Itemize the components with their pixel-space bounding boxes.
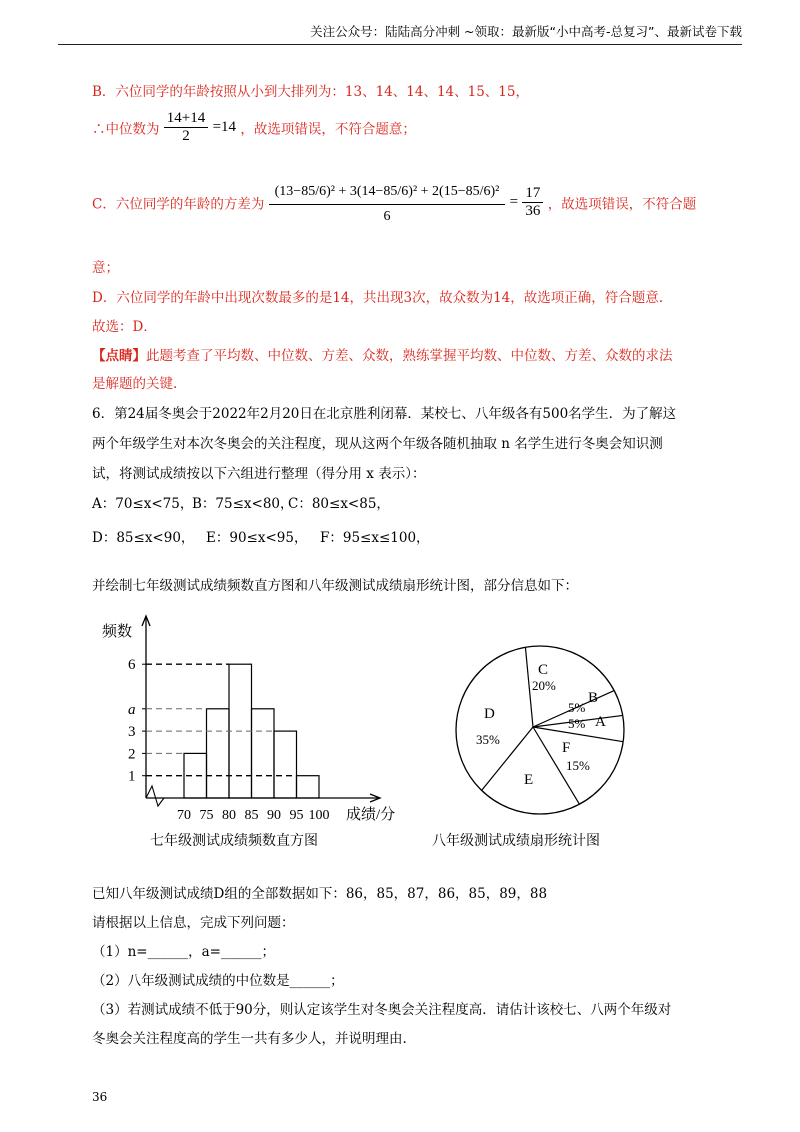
histogram-bar (274, 731, 297, 798)
answer-d-line: D．六位同学的年龄中出现次数最多的是14，共出现3次，故众数为14，故选项正确，符合题意. (92, 290, 664, 306)
median-numerator: 14+14 (164, 110, 208, 128)
pie-slice-percent: 35% (476, 732, 500, 747)
x-axis-label: 成绩/分 (346, 807, 396, 823)
x-tick-label: 75 (199, 808, 214, 823)
comment-text-1: 此题考查了平均数、中位数、方差、众数，熟练掌握平均数、中位数、方差、众数的求法 (146, 348, 673, 364)
histogram-bar (252, 709, 275, 798)
variance-denominator: 6 (383, 209, 391, 224)
pie-slice-percent: 15% (566, 758, 590, 773)
y-tick-label: 2 (128, 746, 136, 763)
page-number: 36 (92, 1090, 108, 1104)
group-e: E：90≤x<95， (206, 530, 308, 546)
comment-label: 【点睛】 (92, 348, 146, 364)
pie-slice-percent: 20% (532, 678, 556, 693)
pie-layer (456, 646, 624, 814)
pie-slice-label: F (562, 740, 571, 756)
axis-break-mark (146, 786, 164, 806)
median-result: =14 (212, 119, 237, 135)
group-d: D：85≤x<90， (92, 530, 195, 546)
pie-slice-percent: 5% (568, 716, 586, 731)
y-tick-label: a (128, 701, 136, 718)
pie-slice-label: E (524, 772, 534, 788)
variance-prefix: C．六位同学的年龄的方差为 (92, 196, 265, 213)
y-tick-label: 3 (128, 724, 136, 741)
variance-result-fraction (522, 185, 543, 220)
page-header: 关注公众号：陆陆高分冲刺 ~领取：最新版“小中高考-总复习”、最新试卷下载 (310, 24, 742, 39)
question-3-line-1: （3）若测试成绩不低于90分，则认定该学生对冬奥会关注程度高．请估计该校七、八两个年级对 (92, 1002, 672, 1018)
answer-median-line (92, 110, 416, 145)
histogram-bar (297, 776, 320, 798)
question-2: （2）八年级测试成绩的中位数是______； (92, 973, 344, 989)
problem-paragraph-3: 试，将测试成绩按以下六组进行整理（得分用 x 表示）： (92, 466, 426, 482)
pie-slice-label: D (484, 706, 495, 722)
group-c: C：80≤x<85， (288, 496, 390, 512)
x-tick-label: 85 (244, 808, 259, 823)
median-prefix: ∴中位数为 (92, 121, 160, 138)
median-suffix: ，故选项错误，不符合题意； (240, 121, 416, 138)
variance-suffix: ，故选项错误，不符合题 (547, 196, 697, 213)
pie-slice-label: B (588, 690, 599, 706)
variance-fraction (269, 180, 506, 225)
problem-paragraph-6: 请根据以上信息，完成下列问题： (92, 915, 295, 931)
problem-paragraph-1: 6．第24届冬奥会于2022年2月20日在北京胜利闭幕．某校七、八年级各有500名学生．为了解这 (92, 406, 677, 422)
x-tick-label: 95 (289, 808, 304, 823)
variance-result-denominator: 36 (525, 203, 541, 219)
x-tick-label: 80 (222, 808, 236, 823)
histogram-title: 七年级测试成绩频数直方图 (150, 833, 318, 849)
y-axis-label: 频数 (102, 624, 133, 640)
pie-slice-label: A (595, 714, 606, 730)
header-rule (58, 44, 742, 45)
x-tick-label: 70 (177, 808, 191, 823)
pie-slice-percent: 5% (568, 700, 586, 715)
variance-numerator: (13−85/6)² + 3(14−85/6)² + 2(15−85/6)² (269, 180, 506, 205)
group-f: F：95≤x≤100， (320, 530, 430, 546)
answer-b-line: B．六位同学的年龄按照从小到大排列为：13、14、14、14、15、15， (92, 84, 529, 100)
median-fraction (164, 110, 208, 145)
variance-equals: = (509, 194, 519, 210)
variance-result-numerator: 17 (522, 185, 543, 203)
group-b: B：75≤x<80， (192, 496, 294, 512)
question-1: （1）n=______，a=______； (92, 944, 275, 960)
answer-choice: 故选：D． (92, 319, 157, 335)
histogram-chart (100, 610, 420, 830)
pie-title: 八年级测试成绩扇形统计图 (432, 833, 600, 849)
answer-c-cont: 意； (92, 260, 119, 276)
pie-chart (450, 640, 630, 820)
comment-line-2: 是解题的关键. (92, 376, 178, 392)
group-a: A：70≤x<75， (92, 496, 194, 512)
histogram-bar (207, 709, 230, 798)
problem-paragraph-4: 并绘制七年级测试成绩频数直方图和八年级测试成绩扇形统计图，部分信息如下： (92, 578, 578, 594)
x-tick-label: 100 (308, 808, 330, 823)
histogram-layer (102, 616, 395, 823)
comment-line-1 (92, 344, 673, 364)
y-tick-label: 1 (128, 768, 136, 785)
problem-paragraph-5: 已知八年级测试成绩D组的全部数据如下：86，85，87，86，85，89，88 (92, 886, 548, 902)
x-tick-label: 90 (267, 808, 281, 823)
answer-c-line (92, 180, 696, 225)
y-tick-label: 6 (128, 657, 136, 674)
question-3-line-2: 冬奥会关注程度高的学生一共有多少人，并说明理由. (92, 1031, 407, 1047)
pie-slice-label: C (538, 662, 549, 678)
problem-paragraph-2: 两个年级学生对本次冬奥会的关注程度，现从这两个年级各随机抽取 n 名学生进行冬奥会知识测 (92, 436, 663, 452)
median-denominator: 2 (182, 128, 190, 144)
